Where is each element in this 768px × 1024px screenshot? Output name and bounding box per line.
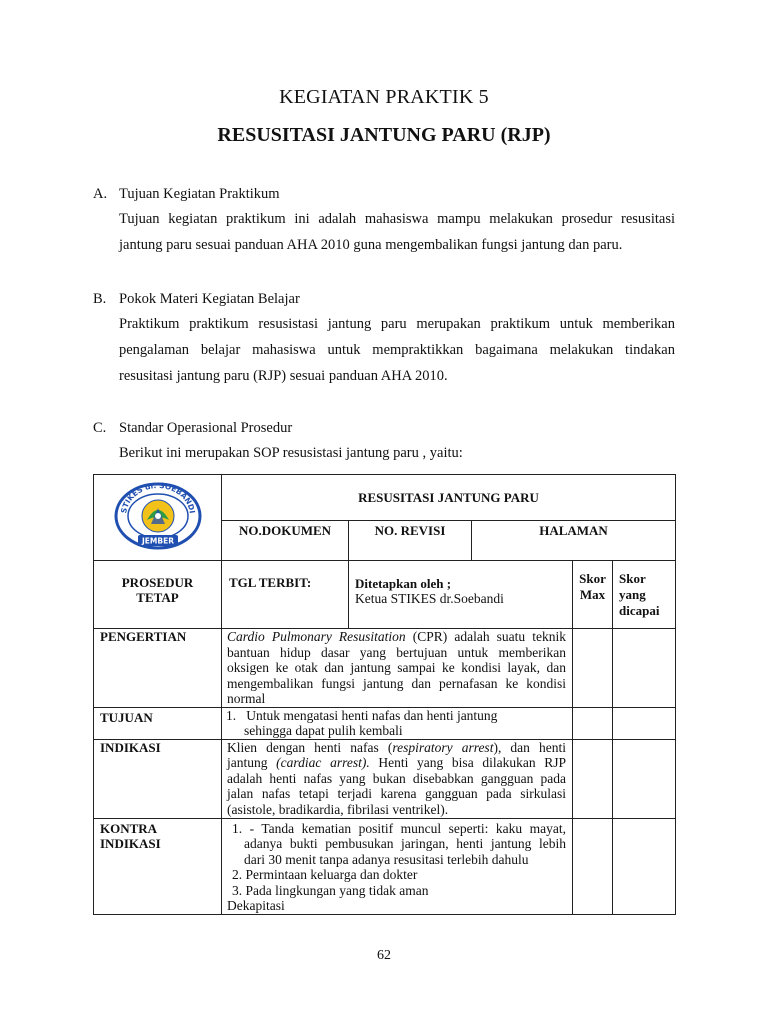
halaman-header: HALAMAN [472,521,676,561]
pengertian-skor-max [573,629,613,708]
kontra-indikasi-label [94,818,222,914]
tetap-label: TETAP [136,590,179,605]
kontra-indikasi-content [222,818,573,914]
indikasi-text: ), dan henti [493,739,567,755]
section-b-paragraph [119,311,675,389]
kontra-line: Dekapitasi [227,898,285,913]
no-dokumen-header: NO.DOKUMEN [222,521,349,561]
tujuan-line: sehingga dapat pulih kembali [244,723,403,738]
section-a-paragraph [119,206,675,258]
indikasi-text: Klien dengan henti nafas ( [227,739,393,755]
section-c-title: Standar Operasional Prosedur [119,420,293,436]
indikasi-text: jantung [227,755,277,770]
prosedur-label: PROSEDUR [121,575,194,590]
indikasi-content [222,739,573,818]
pengertian-skor-dicapai [613,629,676,708]
skor-label: Skor [619,571,646,586]
kontra-skor-max [573,818,613,914]
tujuan-label: TUJUAN [94,707,222,739]
kontra-line: dari 30 menit tanpa adanya resusitasi terlebih dahulu [244,851,529,867]
pengertian-label: PENGERTIAN [94,629,222,708]
section-a-heading [93,186,280,203]
ditetapkan-cell [349,561,573,629]
tujuan-skor-max [573,707,613,739]
pengertian-line: normal [227,691,266,706]
sop-heading: RESUSITASI JANTUNG PARU [222,475,676,521]
section-b-title: Pokok Materi Kegiatan Belajar [119,291,300,307]
kontra-line: 1. - Tanda kematian positif muncul seperti: kaku mayat, [232,820,566,836]
indikasi-term: (cardiac arrest). [276,755,370,770]
paragraph-line: pengalaman belajar mahasiswa untuk mempraktikkan bagaimana melakukan tindakan [119,342,675,358]
cpr-term: Cardio Pulmonary Resusitation [227,629,406,644]
kontra-line: 2. Permintaan keluarga dan dokter [232,867,418,882]
pengertian-line: oksigen ke otak dan jantung sampai ke kondisi layak, dan [227,660,566,675]
section-a-title: Tujuan Kegiatan Praktikum [119,186,280,202]
page-subtitle: RESUSITASI JANTUNG PARU (RJP) [217,124,551,146]
indikasi-line: jalan nafas tetapi terjadi karena gangguan pada sirkulasi [227,786,566,801]
kontra-label: KONTRA [100,820,158,836]
indikasi-line: adalah henti nafas yang bukan disebabkan gangguan pada [227,770,566,786]
section-b-heading [93,291,300,308]
max-label: Max [579,587,606,602]
indikasi-text: Henti yang bisa dilakukan RJP [369,755,567,770]
section-b-label: B. [93,291,107,307]
no-revisi-header: NO. REVISI [349,521,472,561]
indikasi-skor-dicapai [613,739,676,818]
prosedur-tetap-cell [94,561,222,629]
logo-ring-text: STIKES dr. SOEBANDI [118,480,197,514]
skor-dicapai-header [613,561,676,629]
page-title: KEGIATAN PRAKTIK 5 [279,86,489,108]
section-c-heading [93,420,292,437]
tgl-terbit-cell: TGL TERBIT: [222,561,349,629]
pengertian-content [222,629,573,708]
stikes-logo-emblem [111,480,205,552]
section-c-label: C. [93,420,107,436]
ketua-label: Ketua STIKES dr.Soebandi [355,591,504,606]
paragraph-line: Tujuan kegiatan praktikum ini adalah mahasiswa mampu melakukan prosedur resusitasi [119,211,675,227]
tujuan-content [222,707,573,739]
skor-max-header [573,561,613,629]
skor-label: Skor [579,571,606,586]
kontra-skor-dicapai [613,818,676,914]
pengertian-line: mengembalikan fungsi jantung dan pernafasan ke kondisi [227,675,566,691]
paragraph-line: resusitasi jantung paru (RJP) sesuai panduan AHA 2010. [119,368,448,384]
tujuan-skor-dicapai [613,707,676,739]
section-a-label: A. [93,186,108,202]
indikasi-line [222,740,572,756]
indikasi-label-2: INDIKASI [100,835,161,851]
logo-cell [94,475,222,561]
paragraph-line: Berikut ini merupakan SOP resusistasi jantung paru , yaitu: [119,445,463,461]
pengertian-line [222,629,572,645]
logo-banner-text: JEMBER [141,536,174,545]
kontra-line: 3. Pada lingkungan yang tidak aman [232,882,429,898]
indikasi-line [222,755,572,771]
tujuan-line: 1. Untuk mengatasi henti nafas dan henti jantung [226,707,498,723]
dicapai-label: dicapai [619,603,660,618]
sop-table [93,474,676,915]
paragraph-line: Praktikum praktikum resusistasi jantung paru merupakan praktikum untuk memberikan [119,316,675,332]
kontra-line: adanya bukti pembusukan jaringan, henti jantung lebih [244,836,566,851]
indikasi-label: INDIKASI [94,739,222,818]
indikasi-skor-max [573,739,613,818]
indikasi-term: respiratory arrest [392,739,494,755]
pengertian-line: bantuan hidup dasar yang bertujuan untuk memberikan [227,644,566,660]
paragraph-line: jantung paru sesuai panduan AHA 2010 guna mengembalikan fungsi jantung dan paru. [119,237,623,253]
pengertian-text: (CPR) adalah suatu teknik [405,629,566,644]
section-c-intro [119,440,675,466]
yang-label: yang [619,587,646,602]
indikasi-line: (asistole, bradikardia, fibrilasi ventrikel). [227,801,449,817]
ditetapkan-label: Ditetapkan oleh ; [355,576,452,591]
page-number: 62 [377,948,391,963]
